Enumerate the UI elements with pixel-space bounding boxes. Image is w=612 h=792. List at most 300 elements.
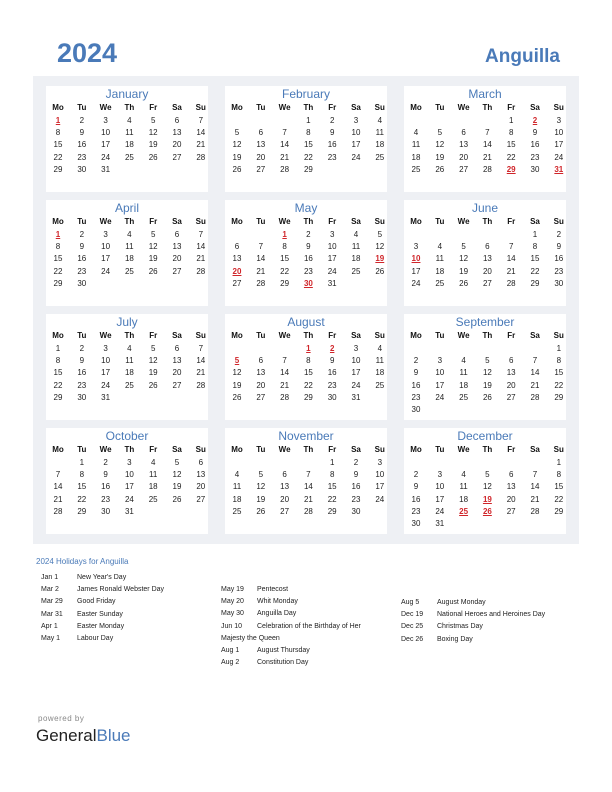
calendar-day: 10 <box>124 470 134 480</box>
calendar-day: 16 <box>554 254 564 264</box>
calendar-day: 7 <box>485 128 490 138</box>
holiday-date-label: May 20 <box>221 598 244 606</box>
calendar-day: 14 <box>256 254 266 264</box>
weekday-header: We <box>278 445 291 454</box>
holiday-date-label: May 30 <box>221 610 244 618</box>
calendar-day: 18 <box>459 494 469 504</box>
weekday-header: Sa <box>530 217 540 226</box>
calendar-day: 26 <box>148 152 158 162</box>
holiday-date-label: Dec 25 <box>401 623 424 631</box>
calendar-day: 11 <box>375 356 384 366</box>
month-october <box>46 428 208 534</box>
calendar-day: 12 <box>232 368 242 378</box>
calendar-day: 25 <box>435 278 445 288</box>
calendar-day: 18 <box>124 140 134 150</box>
calendar-day: 9 <box>79 128 85 138</box>
calendar-day: 17 <box>101 254 111 264</box>
calendar-day: 21 <box>196 254 206 264</box>
month-name: July <box>116 315 138 329</box>
calendar-day: 26 <box>459 278 469 288</box>
calendar-day: 25 <box>375 380 385 390</box>
calendar-day: 6 <box>174 344 180 353</box>
calendar-day: 13 <box>256 368 266 378</box>
month-name: November <box>278 429 334 443</box>
weekday-header: Th <box>303 217 314 226</box>
weekday-header: Th <box>482 445 493 454</box>
calendar-day: 10 <box>351 356 361 366</box>
weekday-header: Sa <box>351 217 361 226</box>
calendar-day: 25 <box>375 152 385 162</box>
calendar-day: 7 <box>306 470 311 480</box>
calendar-day: 3 <box>103 230 108 239</box>
calendar-day: 25 <box>124 266 134 276</box>
calendar-day: 17 <box>411 266 421 276</box>
calendar-day: 17 <box>351 368 361 378</box>
weekday-header: Sa <box>351 445 361 454</box>
calendar-day: 30 <box>77 164 87 174</box>
calendar-day: 18 <box>411 152 421 162</box>
calendar-day: 4 <box>150 458 156 467</box>
holiday-name: Labour Day <box>77 634 114 642</box>
calendar-day: 21 <box>482 152 492 162</box>
calendar-day: 15 <box>53 254 63 264</box>
calendar-day: 14 <box>482 140 492 150</box>
holiday-name: Christmas Day <box>437 623 483 631</box>
calendar-day: 15 <box>303 140 313 150</box>
calendar-day: 6 <box>174 230 180 239</box>
calendar-day: 14 <box>530 482 540 492</box>
weekday-header: Fr <box>149 445 158 454</box>
calendar-day: 26 <box>256 506 266 516</box>
calendar-day: 4 <box>353 230 359 239</box>
calendar-day: 7 <box>198 230 204 239</box>
weekday-header: Tu <box>435 331 445 340</box>
weekday-header: Mo <box>231 445 243 454</box>
weekday-header: Th <box>124 445 135 454</box>
calendar-day: 22 <box>303 152 313 162</box>
weekday-header: Mo <box>52 217 64 226</box>
calendar-day: 5 <box>174 458 180 467</box>
calendar-day: 9 <box>329 128 335 138</box>
calendar-day: 11 <box>149 470 158 480</box>
calendar-day: 11 <box>232 482 242 492</box>
calendar-day: 9 <box>353 470 359 480</box>
weekday-header: We <box>278 331 291 340</box>
holiday-name: Whit Monday <box>257 598 298 606</box>
calendar-day: 27 <box>482 278 492 288</box>
weekday-header: Su <box>195 445 206 454</box>
calendar-day: 20 <box>280 494 290 504</box>
calendar-day: 29 <box>53 392 63 402</box>
calendar-day: 16 <box>327 140 337 150</box>
calendar-day: 5 <box>461 242 466 252</box>
calendar-day: 30 <box>77 392 87 402</box>
calendar-day: 20 <box>482 266 492 276</box>
calendar-day: 4 <box>461 356 466 366</box>
calendar-day: 12 <box>459 254 469 264</box>
calendar-day: 26 <box>375 266 385 276</box>
calendar-day: 12 <box>232 140 242 150</box>
weekday-header: Sa <box>351 103 361 112</box>
weekday-header: Tu <box>435 445 445 454</box>
holiday-name: August Thursday <box>257 646 310 654</box>
calendar-day: 2 <box>329 116 335 125</box>
calendar-day: 4 <box>127 116 132 125</box>
calendar-day: 5 <box>234 128 240 138</box>
weekday-header: Fr <box>328 103 337 112</box>
weekday-header: We <box>457 217 470 226</box>
calendar-day: 21 <box>303 494 313 504</box>
calendar-day: 9 <box>79 242 85 252</box>
calendar-day: 16 <box>351 482 361 492</box>
calendar-day: 28 <box>196 380 206 390</box>
month-name: August <box>287 315 325 329</box>
brand-part-1: General <box>36 726 97 745</box>
calendar-day: 5 <box>150 116 156 125</box>
calendar-day: 13 <box>172 128 182 138</box>
weekday-header: Mo <box>410 103 422 112</box>
calendar-day: 24 <box>435 392 445 402</box>
calendar-day: 11 <box>411 140 421 150</box>
holiday-name: Easter Monday <box>77 622 125 630</box>
calendar-day: 21 <box>506 266 516 276</box>
holiday-date: 31 <box>554 164 564 174</box>
calendar-day: 8 <box>306 356 311 366</box>
holiday-date-label: Apr 1 <box>41 622 58 630</box>
calendar-day: 20 <box>196 482 206 492</box>
calendar-day: 12 <box>256 482 266 492</box>
calendar-day: 17 <box>124 482 134 492</box>
weekday-header: Sa <box>172 445 182 454</box>
calendar-day: 24 <box>101 266 111 276</box>
calendar-day: 2 <box>353 458 359 467</box>
calendar-day: 27 <box>172 266 182 276</box>
calendar-day: 10 <box>327 242 337 252</box>
calendar-day: 6 <box>234 242 240 252</box>
weekday-header: Mo <box>410 331 422 340</box>
calendar-day: 15 <box>530 254 540 264</box>
calendar-day: 26 <box>172 494 182 504</box>
calendar-day: 27 <box>172 152 182 162</box>
weekday-header: Sa <box>172 103 182 112</box>
calendar-day: 17 <box>554 140 564 150</box>
calendar-day: 5 <box>150 230 156 239</box>
calendar-day: 19 <box>482 380 492 390</box>
weekday-header: Tu <box>435 103 445 112</box>
calendar-day: 7 <box>55 470 61 480</box>
calendar-day: 9 <box>329 356 335 366</box>
weekday-header: Mo <box>231 331 243 340</box>
month-name: January <box>105 87 149 101</box>
country-title: Anguilla <box>485 46 560 67</box>
calendar-day: 11 <box>459 368 468 378</box>
calendar-day: 19 <box>256 494 266 504</box>
calendar-day: 14 <box>196 128 206 138</box>
calendar-day: 2 <box>413 356 419 366</box>
holiday-date-label: Mar 29 <box>41 598 63 606</box>
calendar-day: 18 <box>375 368 385 378</box>
month-september <box>404 314 566 420</box>
calendar-day: 23 <box>530 152 540 162</box>
month-name: March <box>468 87 502 101</box>
holiday-date-label: May 1 <box>41 634 61 642</box>
calendar-day: 13 <box>256 140 266 150</box>
calendar-day: 10 <box>554 128 564 138</box>
calendar-day: 23 <box>411 392 421 402</box>
calendar-day: 25 <box>232 506 242 516</box>
calendar-day: 15 <box>53 368 63 378</box>
calendar-day: 19 <box>459 266 469 276</box>
weekday-header: We <box>278 217 291 226</box>
weekday-header: Su <box>374 445 385 454</box>
holiday-name: August Monday <box>437 599 486 606</box>
holiday-name: New Year's Day <box>77 574 127 581</box>
calendar-day: 23 <box>554 266 564 276</box>
holiday-date-label: Dec 26 <box>401 635 424 643</box>
calendar-day: 2 <box>103 458 108 467</box>
calendar-day: 18 <box>232 494 242 504</box>
calendar-day: 4 <box>461 470 466 480</box>
calendar-day: 17 <box>101 140 111 150</box>
weekday-header: Su <box>553 103 564 112</box>
calendar-day: 13 <box>232 254 242 264</box>
calendar-day: 3 <box>127 458 132 467</box>
calendar-day: 23 <box>77 152 87 162</box>
calendar-day: 14 <box>196 242 206 252</box>
calendar-day: 1 <box>306 116 311 125</box>
holiday-date: 26 <box>482 506 492 516</box>
weekday-header: We <box>457 103 470 112</box>
calendar-day: 18 <box>148 482 158 492</box>
weekday-header: We <box>99 331 112 340</box>
month-january <box>46 86 208 192</box>
calendar-day: 21 <box>530 494 540 504</box>
calendar-day: 14 <box>506 254 516 264</box>
calendar-day: 19 <box>232 380 242 390</box>
weekday-header: Mo <box>231 217 243 226</box>
brand-logo <box>36 726 131 746</box>
holiday-date-label: Aug 5 <box>401 599 420 606</box>
calendar-day: 15 <box>53 140 63 150</box>
calendar-day: 13 <box>459 140 469 150</box>
weekday-header: Th <box>482 331 493 340</box>
calendar-day: 5 <box>485 470 490 480</box>
calendar-day: 21 <box>280 380 290 390</box>
calendar-day: 24 <box>351 152 361 162</box>
weekday-header: Su <box>195 217 206 226</box>
calendar-day: 21 <box>530 380 540 390</box>
calendar-day: 3 <box>413 242 419 252</box>
calendar-day: 15 <box>554 482 564 492</box>
calendar-day: 15 <box>506 140 516 150</box>
holiday-date: 19 <box>375 254 385 264</box>
calendar-day: 28 <box>196 266 206 276</box>
calendar-day: 27 <box>172 380 182 390</box>
calendar-day: 25 <box>124 380 134 390</box>
month-december <box>404 428 566 534</box>
calendar-day: 5 <box>150 344 156 353</box>
weekday-header: Mo <box>410 445 422 454</box>
calendar-day: 18 <box>459 380 469 390</box>
weekday-header: Su <box>553 331 564 340</box>
calendar-day: 12 <box>482 368 492 378</box>
calendar-day: 16 <box>77 254 87 264</box>
calendar-day: 25 <box>124 152 134 162</box>
weekday-header: Fr <box>507 331 516 340</box>
calendar-day: 17 <box>327 254 337 264</box>
calendar-day: 1 <box>79 458 85 467</box>
calendar-day: 11 <box>125 128 134 138</box>
calendar-day: 30 <box>411 519 421 528</box>
calendar-day: 6 <box>174 116 180 125</box>
holiday-name: Pentecost <box>257 586 289 593</box>
calendar-day: 30 <box>327 392 337 402</box>
calendar-day: 13 <box>506 482 516 492</box>
calendar-day: 10 <box>435 482 445 492</box>
holiday-name: Good Friday <box>77 598 116 606</box>
calendar-day: 18 <box>435 266 445 276</box>
calendar-day: 28 <box>280 164 290 174</box>
holiday-name: Majesty the Queen <box>221 634 280 642</box>
calendar-day: 13 <box>482 254 492 264</box>
holiday-date: 1 <box>282 230 287 239</box>
weekday-header: Mo <box>231 103 243 112</box>
weekday-header: Th <box>482 103 493 112</box>
calendar-day: 16 <box>411 494 421 504</box>
weekday-header: Mo <box>410 217 422 226</box>
calendar-day: 8 <box>55 356 61 366</box>
calendar-day: 11 <box>459 482 468 492</box>
holiday-date: 29 <box>506 164 516 174</box>
holiday-date-label: Mar 2 <box>41 586 59 594</box>
calendar-day: 8 <box>556 470 562 480</box>
calendar-day: 30 <box>77 278 87 288</box>
holiday-date: 19 <box>482 494 492 504</box>
calendar-day: 13 <box>172 242 182 252</box>
month-name: May <box>294 201 318 215</box>
holiday-name: Anguilla Day <box>257 610 297 618</box>
month-may <box>225 200 387 306</box>
calendar-day: 2 <box>306 230 311 239</box>
calendar-day: 27 <box>196 494 206 504</box>
holiday-name: Celebration of the Birthday of Her <box>257 622 361 630</box>
calendar-day: 13 <box>280 482 290 492</box>
calendar-day: 12 <box>482 482 492 492</box>
month-name: April <box>114 201 139 215</box>
calendar-day: 31 <box>351 392 361 402</box>
weekday-header: Th <box>482 217 493 226</box>
calendar-day: 2 <box>79 344 85 353</box>
calendar-day: 21 <box>196 140 206 150</box>
calendar-day: 10 <box>101 128 111 138</box>
calendar-day: 10 <box>375 470 385 480</box>
calendar-day: 19 <box>435 152 445 162</box>
holiday-date-label: Aug 1 <box>221 646 240 654</box>
weekday-header: We <box>99 445 112 454</box>
calendar-day: 24 <box>375 494 385 504</box>
calendar-day: 23 <box>77 266 87 276</box>
calendar-day: 12 <box>435 140 445 150</box>
calendar-day: 9 <box>79 356 85 366</box>
weekday-header: Tu <box>77 217 87 226</box>
calendar-day: 28 <box>530 506 540 516</box>
calendar-day: 24 <box>411 278 421 288</box>
calendar-day: 5 <box>437 128 443 138</box>
calendar-day: 29 <box>77 506 87 516</box>
calendar-day: 28 <box>196 152 206 162</box>
calendar-day: 11 <box>125 242 134 252</box>
calendar-day: 9 <box>103 470 108 480</box>
powered-by-label: powered by <box>38 714 85 723</box>
calendar-day: 28 <box>506 278 516 288</box>
calendar-day: 17 <box>101 368 111 378</box>
calendar-day: 6 <box>258 356 264 366</box>
calendar-day: 27 <box>232 278 242 288</box>
calendar-day: 2 <box>556 230 562 239</box>
calendar-day: 5 <box>258 470 264 480</box>
calendar-day: 27 <box>506 506 516 516</box>
month-name: June <box>471 201 499 215</box>
calendar-day: 16 <box>77 140 87 150</box>
calendar-day: 11 <box>435 254 444 264</box>
holidays-title: 2024 Holidays for Anguilla <box>36 557 129 566</box>
calendar-day: 12 <box>375 242 385 252</box>
calendar-day: 6 <box>258 128 264 138</box>
calendar-day: 22 <box>53 380 63 390</box>
calendar-day: 14 <box>530 368 540 378</box>
calendar-day: 8 <box>55 242 61 252</box>
calendar-day: 24 <box>101 380 111 390</box>
month-name: December <box>457 429 513 443</box>
calendar-day: 3 <box>556 116 562 125</box>
calendar-day: 14 <box>53 482 63 492</box>
calendar-day: 17 <box>435 380 445 390</box>
calendar-day: 22 <box>530 266 540 276</box>
calendar-day: 13 <box>172 356 182 366</box>
calendar-day: 15 <box>327 482 337 492</box>
calendar-day: 23 <box>327 152 337 162</box>
holiday-date: 25 <box>459 506 469 516</box>
calendar-day: 24 <box>554 152 564 162</box>
calendar-day: 4 <box>377 344 383 353</box>
weekday-header: Mo <box>52 445 64 454</box>
calendar-day: 4 <box>437 242 443 252</box>
calendar-day: 3 <box>103 344 108 353</box>
holiday-name: James Ronald Webster Day <box>77 586 165 594</box>
weekday-header: Su <box>553 217 564 226</box>
calendar-day: 31 <box>101 392 111 402</box>
calendar-day: 23 <box>303 266 313 276</box>
calendar-day: 20 <box>172 140 182 150</box>
calendar-day: 1 <box>55 344 61 353</box>
calendar-day: 20 <box>256 380 266 390</box>
calendar-day: 27 <box>256 392 266 402</box>
calendar-day: 22 <box>554 494 564 504</box>
weekday-header: We <box>278 103 291 112</box>
weekday-header: Fr <box>507 217 516 226</box>
weekday-header: Su <box>195 103 206 112</box>
calendar-day: 8 <box>79 470 85 480</box>
calendar-day: 16 <box>77 368 87 378</box>
calendar-day: 14 <box>280 140 290 150</box>
weekday-header: Fr <box>328 331 337 340</box>
calendar-day: 14 <box>280 368 290 378</box>
calendar-day: 29 <box>53 164 63 174</box>
calendar-day: 19 <box>148 368 158 378</box>
calendar-day: 27 <box>506 392 516 402</box>
calendar-day: 8 <box>508 128 514 138</box>
calendar-day: 1 <box>508 116 514 125</box>
